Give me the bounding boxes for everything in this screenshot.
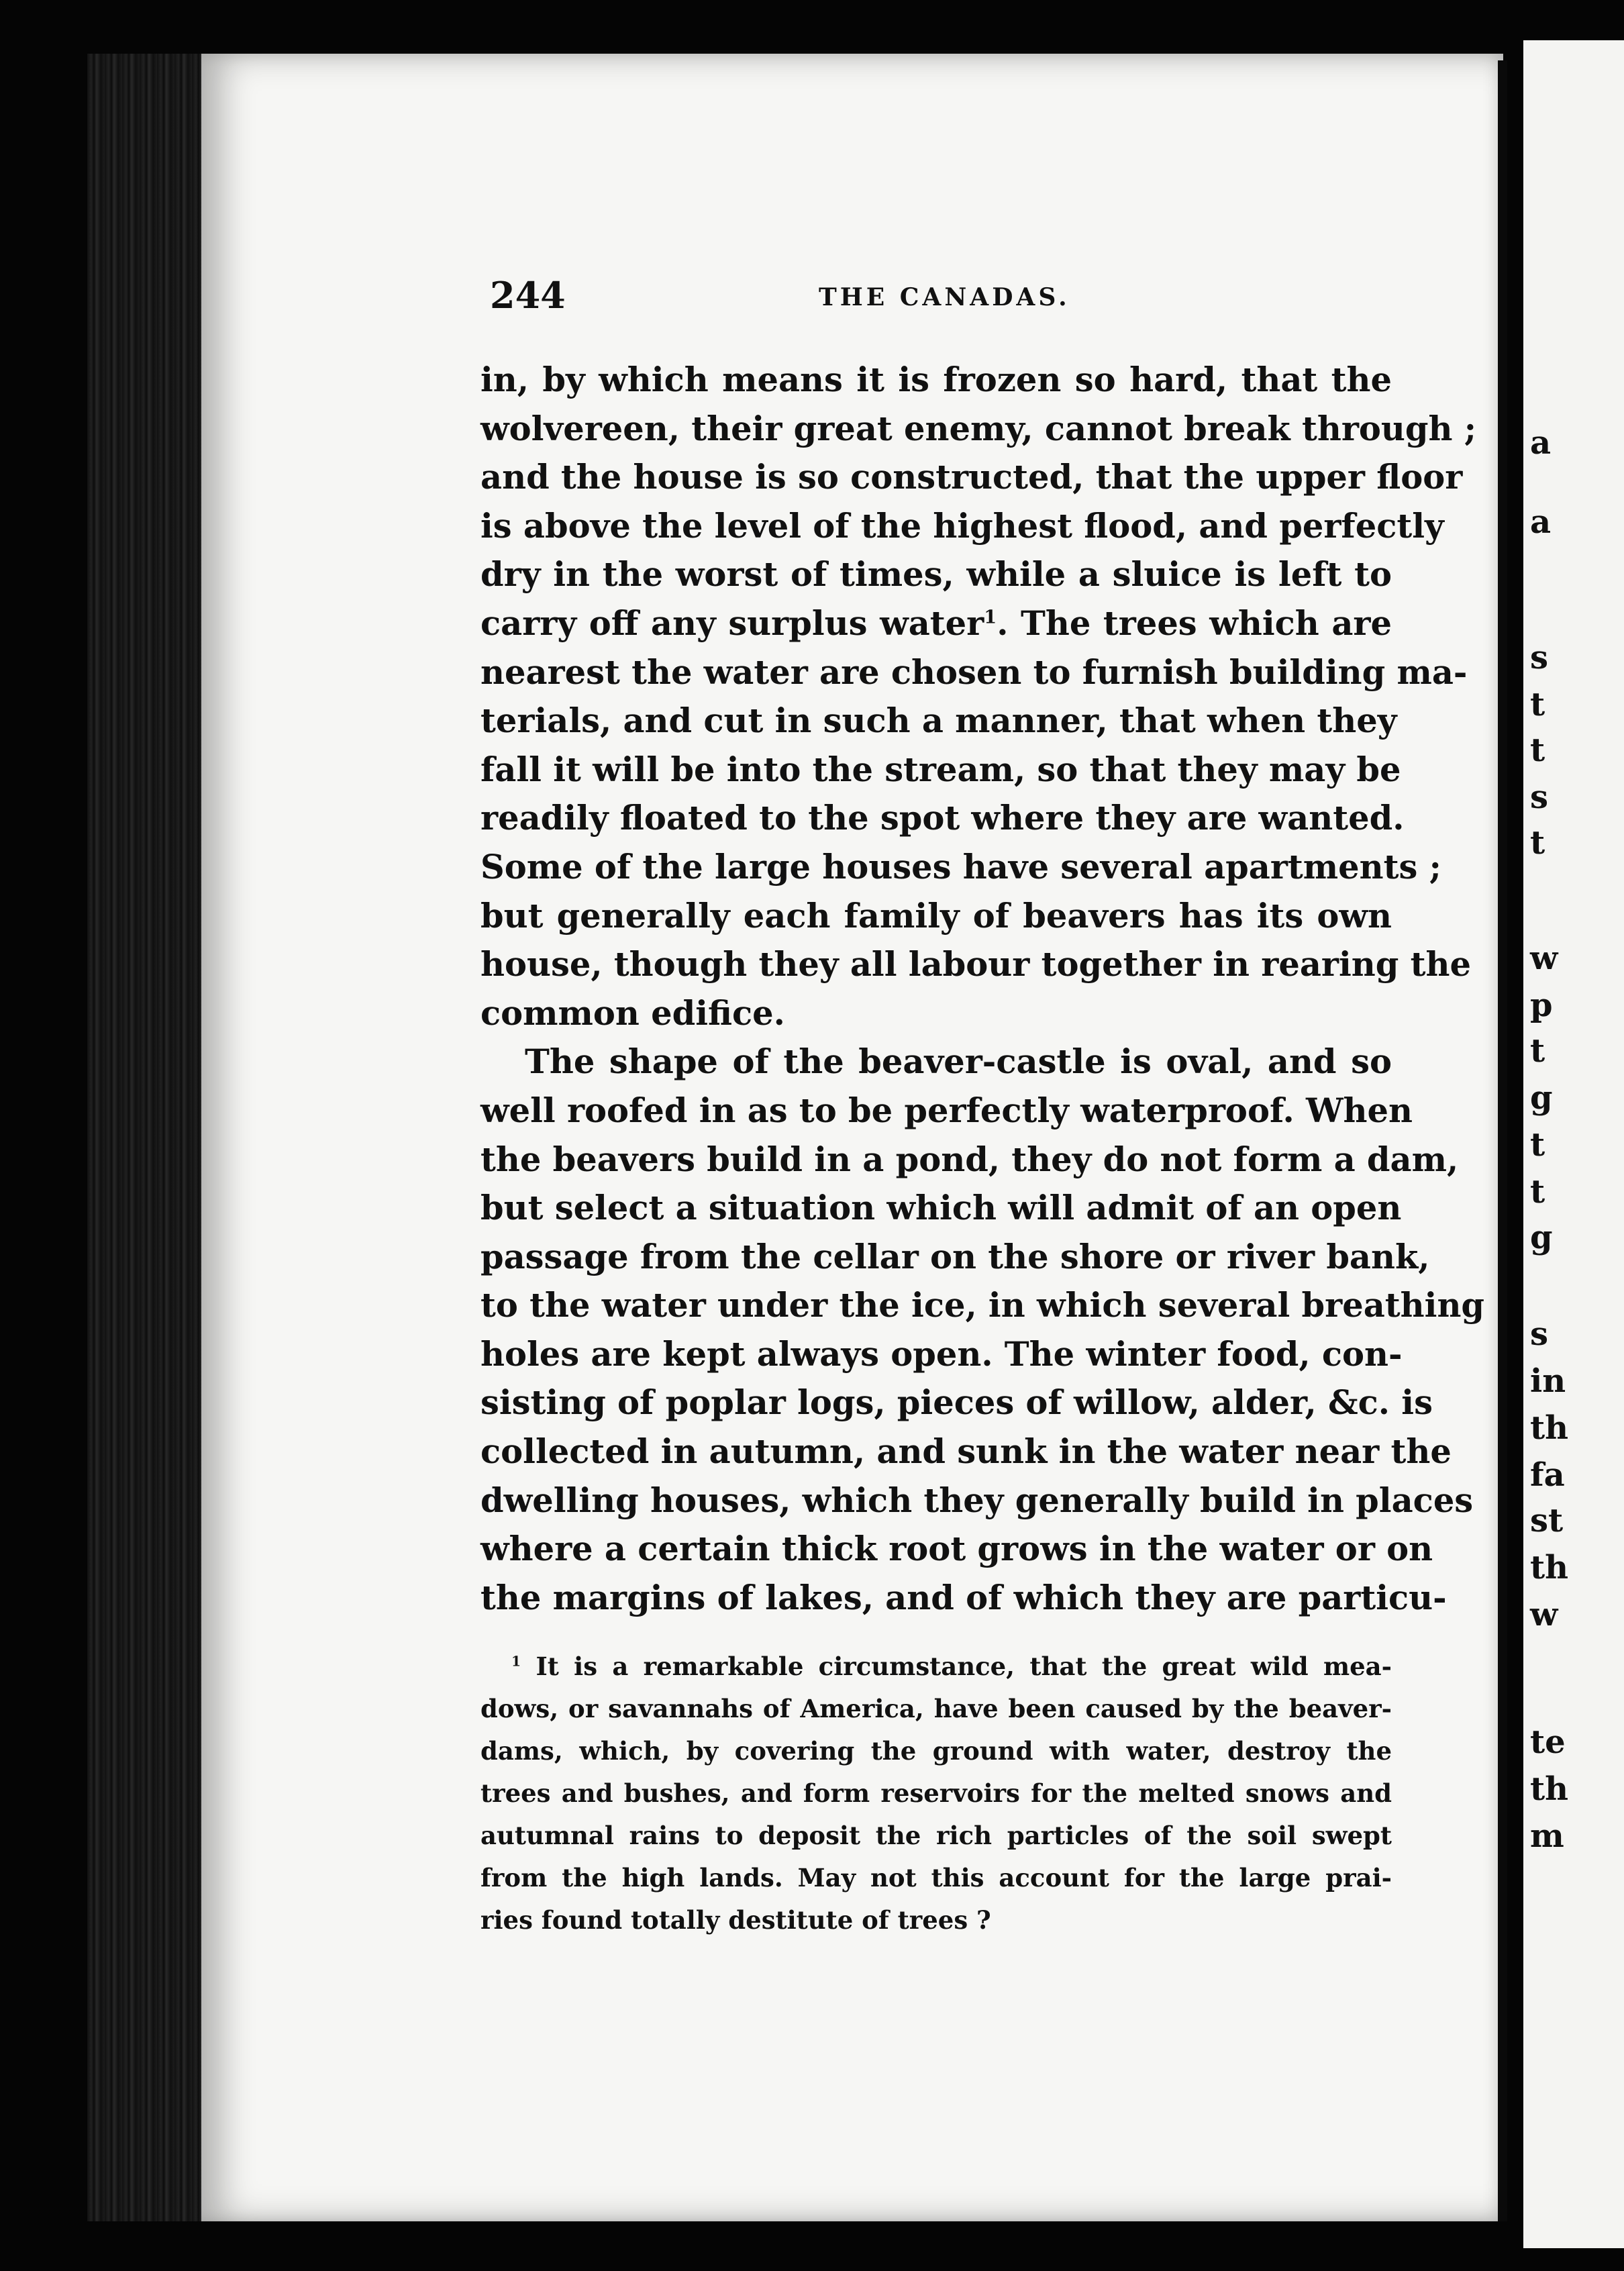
page-number: 244 [490, 274, 566, 317]
text-line: dwelling houses, which they generally build in places [480, 1480, 1474, 1520]
text-line: fall it will be into the stream, so that they may be [480, 750, 1401, 789]
facing-page-letter: t [1530, 824, 1545, 862]
text-line: but select a situation which will admit of an open [480, 1189, 1402, 1228]
text-line: sisting of poplar logs, pieces of willow, alder, &c. is [480, 1383, 1433, 1423]
running-head: THE CANADAS. [819, 283, 1070, 311]
text-line: collected in autumn, and sunk in the water near the [480, 1432, 1452, 1472]
page-header [490, 274, 1396, 317]
facing-page-letter: t [1530, 686, 1545, 723]
facing-page-letter: t [1530, 1032, 1545, 1070]
book-gutter [1498, 60, 1507, 2221]
text-line: well roofed in as to be perfectly waterproof. When [480, 1091, 1413, 1130]
footnote-line: from the high lands. May not this account for the large prai- [480, 1863, 1392, 1892]
facing-page-letter: th [1530, 1770, 1569, 1808]
facing-page-letter: s [1530, 639, 1549, 676]
facing-page-letter: w [1530, 1596, 1558, 1633]
facing-page-letter: t [1530, 1126, 1545, 1164]
body-text [480, 356, 1485, 1622]
facing-page-letter: s [1530, 1315, 1549, 1353]
text-line: common edifice. [480, 993, 785, 1033]
facing-page-fragment [1523, 40, 1624, 2248]
facing-page-letter: g [1530, 1079, 1553, 1117]
footnote-line: autumnal rains to deposit the rich particles of the soil swept [480, 1821, 1392, 1850]
text-line: Some of the large houses have several apartments ; [480, 847, 1441, 887]
facing-page-letter: st [1530, 1502, 1564, 1540]
facing-page-letter: s [1530, 778, 1549, 816]
footnote-line: ries found totally destitute of trees ? [480, 1905, 991, 1935]
facing-page-letter: t [1530, 731, 1545, 769]
text-line: the beavers build in a pond, they do not form a dam, [480, 1140, 1459, 1179]
footnote-marker: 1 [511, 1653, 521, 1670]
facing-page-letter: g [1530, 1219, 1553, 1256]
footnote-line: dows, or savannahs of America, have been caused by the beaver- [480, 1694, 1392, 1723]
footnote-reference: 1 [984, 606, 997, 628]
facing-page-letter: th [1530, 1549, 1569, 1586]
book-page-edges [87, 54, 215, 2221]
text-line: The shape of the beaver-castle is oval, and so [525, 1042, 1392, 1082]
text-line: nearest the water are chosen to furnish building ma- [480, 652, 1468, 692]
text-line: to the water under the ice, in which several breathing [480, 1286, 1485, 1325]
text-line: passage from the cellar on the shore or river bank, [480, 1237, 1430, 1276]
facing-page-letter: p [1530, 987, 1553, 1024]
text-line: dry in the worst of times, while a sluice is left to [480, 555, 1392, 595]
text-line: and the house is so constructed, that the upper floor [480, 458, 1463, 497]
facing-page-letter: in [1530, 1362, 1566, 1400]
footnote-line: dams, which, by covering the ground with water, destroy the [480, 1736, 1392, 1766]
footnote-text: It is a remarkable circumstance, that the great wild mea- [536, 1652, 1392, 1681]
footnote-line: trees and bushes, and form reservoirs for the melted snows and [480, 1778, 1392, 1808]
footnote-line [480, 1646, 1392, 1688]
text-line: readily floated to the spot where they are wanted. [480, 799, 1405, 838]
facing-page-letter: th [1530, 1409, 1569, 1447]
text-line [480, 599, 1392, 648]
text-line: the margins of lakes, and of which they are particu- [480, 1578, 1447, 1617]
text-line: but generally each family of beavers has its own [480, 896, 1392, 936]
facing-page-letter: m [1530, 1817, 1564, 1855]
facing-page-letter: t [1530, 1173, 1545, 1211]
text-line: where a certain thick root grows in the water or on [480, 1529, 1433, 1569]
text-fragment: . The trees which are [997, 603, 1392, 643]
facing-page-letter: w [1530, 940, 1558, 977]
facing-page-letter: a [1530, 503, 1552, 541]
text-line: terials, and cut in such a manner, that when they [480, 701, 1397, 741]
text-line: holes are kept always open. The winter food, con- [480, 1334, 1403, 1374]
facing-page-letter: a [1530, 424, 1552, 462]
text-line: house, though they all labour together in rearing the [480, 945, 1471, 985]
text-line: is above the level of the highest flood, and perfectly [480, 506, 1444, 546]
text-fragment: carry off any surplus water [480, 603, 984, 643]
facing-page-letter: fa [1530, 1456, 1565, 1494]
facing-page-letter: te [1530, 1723, 1566, 1761]
text-line: wolvereen, their great enemy, cannot break through ; [480, 409, 1477, 448]
text-line: in, by which means it is frozen so hard, that the [480, 360, 1392, 399]
footnote [480, 1646, 1392, 1941]
